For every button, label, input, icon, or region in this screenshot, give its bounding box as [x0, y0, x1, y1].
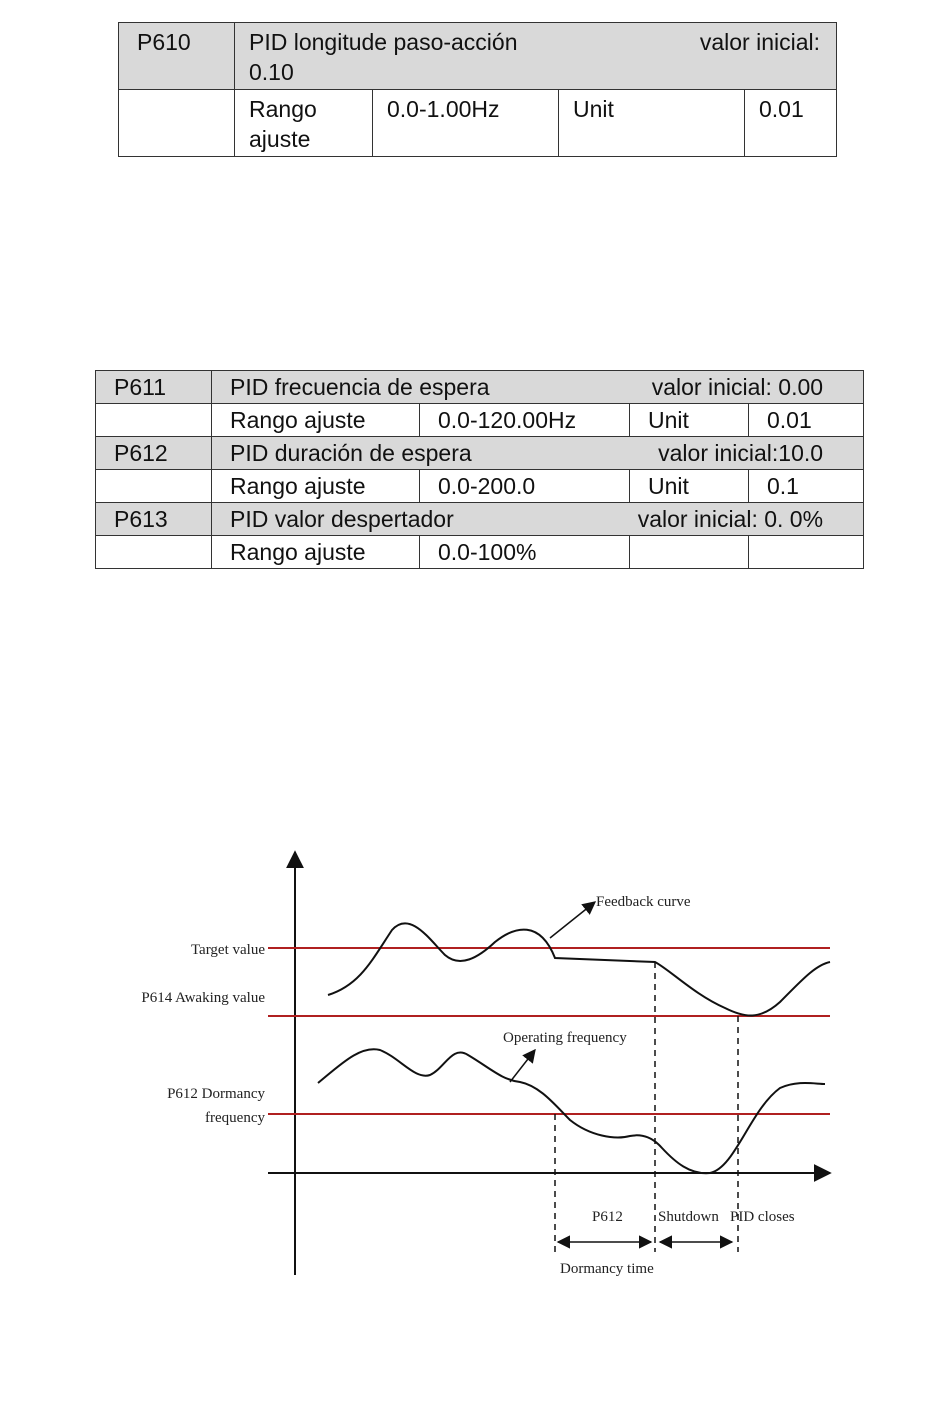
param-code: P610 — [119, 23, 235, 90]
param-title-cell — [235, 23, 837, 90]
range-value: 0.0-120.00Hz — [420, 404, 630, 437]
table-row — [96, 371, 864, 404]
initial-value-label: valor inicial: — [699, 29, 820, 55]
feedback-curve-label: Feedback curve — [596, 894, 691, 910]
range-label: Rango ajuste — [235, 90, 373, 157]
table-row — [96, 503, 864, 536]
target-value-label: Target value — [190, 942, 265, 958]
table-row — [119, 23, 837, 90]
pid-closes-label: PID closes — [730, 1209, 795, 1225]
empty-cell — [96, 536, 212, 569]
operating-frequency-curve — [318, 1049, 825, 1173]
range-label: Rango ajuste — [212, 404, 420, 437]
table-row — [96, 404, 864, 437]
unit-label: Unit — [630, 470, 749, 503]
param-title: PID valor despertador — [230, 506, 454, 532]
dormancy-frequency-label-2: frequency — [205, 1110, 265, 1126]
range-label: Rango ajuste — [212, 536, 420, 569]
feedback-curve — [328, 923, 830, 1015]
operating-frequency-label: Operating frequency — [503, 1030, 627, 1046]
table-row — [96, 536, 864, 569]
initial-value: valor inicial: 0.00 — [651, 374, 824, 400]
param-title-cell — [212, 503, 864, 536]
initial-value: valor inicial:10.0 — [658, 440, 824, 466]
param-title: PID longitude paso-acción — [249, 29, 518, 55]
table-row — [96, 470, 864, 503]
initial-value: valor inicial: 0. 0% — [637, 506, 824, 532]
param-title: PID frecuencia de espera — [230, 374, 490, 400]
range-value: 0.0-1.00Hz — [373, 90, 559, 157]
empty-cell — [119, 90, 235, 157]
p612-label: P612 — [592, 1209, 623, 1225]
unit-value: 0.01 — [745, 90, 837, 157]
pid-dormancy-diagram — [110, 840, 840, 1290]
unit-label — [630, 536, 749, 569]
param-code: P613 — [96, 503, 212, 536]
param-title: PID duración de espera — [230, 440, 472, 466]
param-table-p611-p613 — [95, 370, 864, 569]
dormancy-frequency-label-1: P612 Dormancy — [167, 1086, 265, 1102]
unit-value — [749, 536, 864, 569]
feedback-curve-pointer — [550, 902, 595, 938]
table-row — [119, 90, 837, 157]
param-code: P611 — [96, 371, 212, 404]
awaking-value-label: P614 Awaking value — [141, 990, 265, 1006]
unit-value: 0.1 — [749, 470, 864, 503]
param-title-cell — [212, 437, 864, 470]
range-value: 0.0-100% — [420, 536, 630, 569]
unit-label: Unit — [559, 90, 745, 157]
dormancy-time-label: Dormancy time — [560, 1261, 654, 1277]
shutdown-label: Shutdown — [658, 1209, 719, 1225]
operating-frequency-pointer — [510, 1050, 535, 1082]
empty-cell — [96, 404, 212, 437]
range-value: 0.0-200.0 — [420, 470, 630, 503]
param-title-cell — [212, 371, 864, 404]
param-table-p610 — [118, 22, 837, 157]
unit-value: 0.01 — [749, 404, 864, 437]
initial-value: 0.10 — [249, 59, 294, 85]
range-label: Rango ajuste — [212, 470, 420, 503]
empty-cell — [96, 470, 212, 503]
unit-label: Unit — [630, 404, 749, 437]
table-row — [96, 437, 864, 470]
param-code: P612 — [96, 437, 212, 470]
